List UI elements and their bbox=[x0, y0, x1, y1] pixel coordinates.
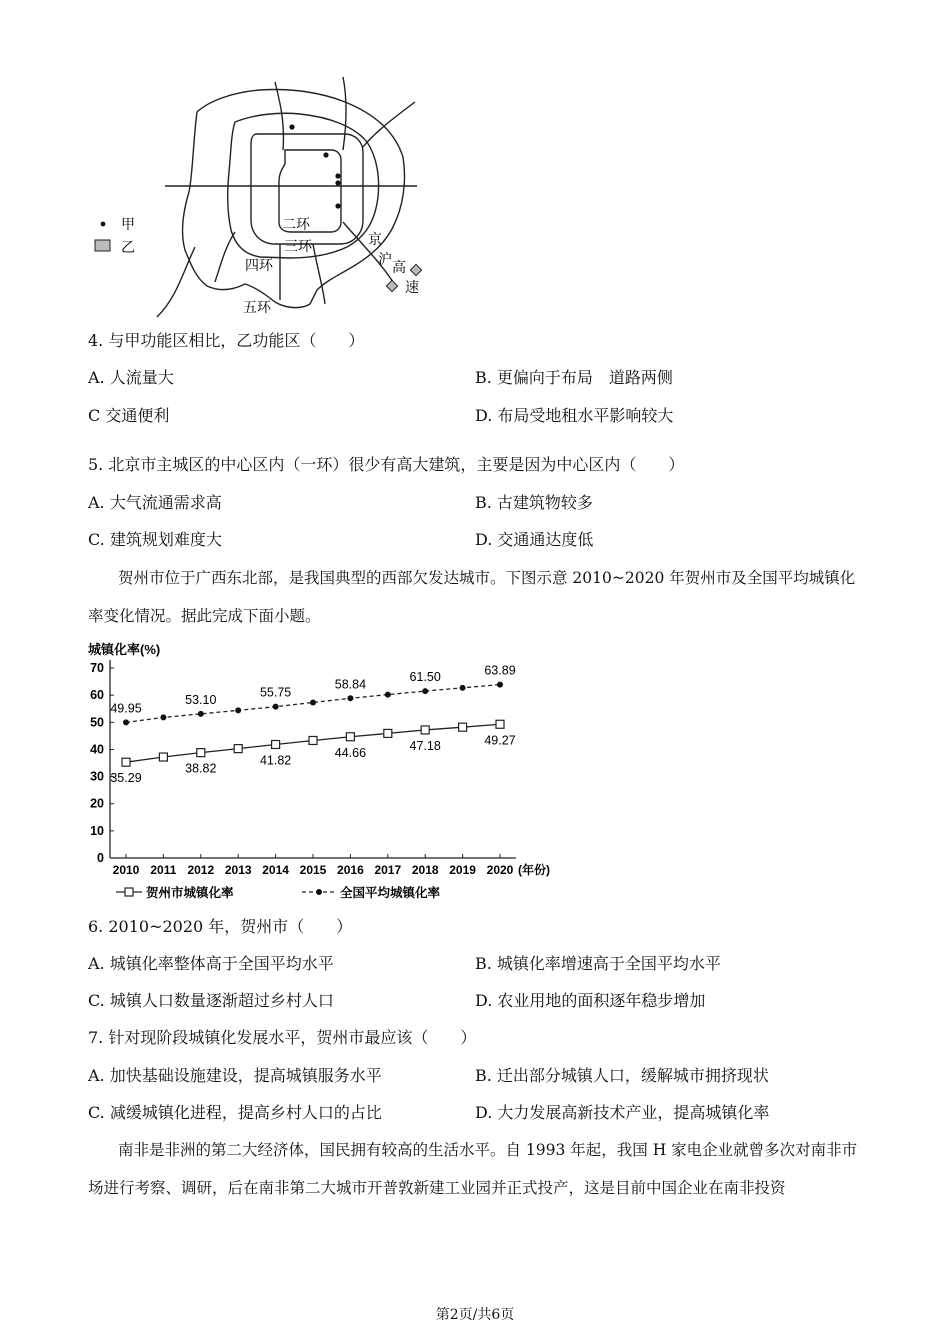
national-data-label: 55.75 bbox=[259, 685, 292, 700]
intro-paragraph-south-africa: 南非是非洲的第二大经济体，国民拥有较高的生活水平。自 1993 年起，我国 H 家电企业就曾多次对南非市场进行考察、调研，后在南非第二大城市开普敦新建工业园并正式投产，这是目前中国企业在南非投资 bbox=[88, 1141, 858, 1197]
national-data-label: 58.84 bbox=[334, 677, 367, 692]
jia-point bbox=[335, 180, 340, 185]
q6-option-b: B. 城镇化率增速高于全国平均水平 bbox=[475, 954, 721, 973]
y-tick-label: 20 bbox=[90, 796, 104, 811]
national-data-point bbox=[123, 719, 129, 725]
x-tick-label: 2010 bbox=[112, 863, 140, 877]
ring-2-label: 二环 bbox=[282, 216, 310, 232]
national-data-point bbox=[385, 692, 391, 698]
q7-option-b: B. 迁出部分城镇人口，缓解城市拥挤现状 bbox=[475, 1066, 769, 1085]
y-tick-label: 10 bbox=[90, 823, 104, 838]
hezhou-data-point bbox=[421, 726, 429, 734]
national-data-label: 61.50 bbox=[409, 670, 441, 685]
q5-option-a: A. 大气流通需求高 bbox=[88, 493, 222, 512]
legend-national-label: 全国平均城镇化率 bbox=[340, 886, 441, 900]
jia-point bbox=[335, 203, 340, 208]
q5-option-d: D. 交通通达度低 bbox=[475, 530, 594, 549]
radial-road bbox=[363, 102, 415, 147]
national-data-point bbox=[422, 688, 428, 694]
x-tick-label: 2011 bbox=[150, 863, 177, 877]
x-tick-label: 2020 bbox=[486, 863, 514, 877]
hezhou-data-label: 38.82 bbox=[185, 761, 217, 776]
national-data-point bbox=[310, 699, 316, 705]
x-tick-label: 2019 bbox=[449, 863, 476, 877]
q4-option-c: C 交通便利 bbox=[88, 406, 170, 425]
ring-4-label: 四环 bbox=[245, 257, 273, 273]
q7-option-c: C. 减缓城镇化进程，提高乡村人口的占比 bbox=[88, 1103, 382, 1122]
radial-road bbox=[343, 77, 346, 150]
yi-marker bbox=[410, 264, 421, 275]
x-tick-label: 2018 bbox=[411, 863, 439, 877]
hezhou-data-point bbox=[197, 749, 205, 757]
hezhou-data-point bbox=[122, 758, 130, 766]
q7-option-a: A. 加快基础设施建设，提高城镇服务水平 bbox=[88, 1066, 382, 1085]
x-tick-label: 2013 bbox=[224, 863, 252, 877]
q6-option-a: A. 城镇化率整体高于全国平均水平 bbox=[88, 954, 334, 973]
highway-label-2: 沪 bbox=[378, 251, 392, 267]
x-tick-label: 2016 bbox=[337, 863, 364, 877]
hezhou-data-point bbox=[496, 720, 504, 728]
question-5-stem: 5. 北京市主城区的中心区内（一环）很少有高大建筑，主要是因为中心区内（ ） bbox=[88, 455, 685, 474]
y-tick-label: 60 bbox=[90, 688, 104, 703]
question-4-stem: 4. 与甲功能区相比，乙功能区（ ） bbox=[88, 331, 365, 350]
national-data-label: 63.89 bbox=[484, 663, 516, 678]
highway-label-1: 京 bbox=[368, 231, 382, 247]
legend-box-icon bbox=[95, 240, 110, 251]
x-tick-label: 2012 bbox=[187, 863, 215, 877]
q4-option-d: D. 布局受地租水平影响较大 bbox=[475, 406, 674, 425]
q6-option-c: C. 城镇人口数量逐渐超过乡村人口 bbox=[88, 991, 334, 1010]
national-data-label: 49.95 bbox=[110, 701, 142, 716]
jia-point bbox=[335, 173, 340, 178]
highway-label-4: 速 bbox=[405, 279, 419, 295]
hezhou-data-point bbox=[234, 745, 242, 753]
hezhou-data-label: 47.18 bbox=[409, 738, 441, 753]
y-axis-title: 城镇化率(%) bbox=[88, 642, 161, 657]
x-tick-label: 2015 bbox=[299, 863, 327, 877]
national-data-point bbox=[497, 682, 503, 688]
q4-option-a: A. 人流量大 bbox=[88, 368, 174, 387]
radial-road bbox=[215, 232, 235, 282]
hezhou-data-label: 44.66 bbox=[334, 745, 367, 760]
national-data-label: 53.10 bbox=[185, 692, 217, 707]
national-data-point bbox=[460, 685, 466, 691]
radial-road bbox=[157, 247, 195, 317]
y-tick-label: 70 bbox=[90, 661, 104, 675]
hezhou-data-point bbox=[384, 729, 392, 737]
q5-option-c: C. 建筑规划难度大 bbox=[88, 530, 222, 549]
hezhou-data-label: 41.82 bbox=[259, 753, 292, 768]
hezhou-data-point bbox=[459, 723, 467, 731]
x-axis-title: (年份) bbox=[518, 863, 550, 877]
legend-a-label: 甲 bbox=[121, 216, 135, 232]
hezhou-data-point bbox=[272, 740, 280, 748]
page-footer: 第2页/共6页 bbox=[435, 1307, 515, 1323]
urbanization-line-chart bbox=[80, 636, 570, 910]
highway-label-3: 高 bbox=[392, 259, 406, 275]
ring-5-label: 五环 bbox=[243, 299, 271, 315]
hezhou-data-point bbox=[309, 736, 317, 744]
question-7-stem: 7. 针对现阶段城镇化发展水平，贺州市最应该（ ） bbox=[88, 1028, 477, 1047]
ring-5-road bbox=[182, 90, 404, 308]
question-6-stem: 6. 2010~2020 年，贺州市（ ） bbox=[88, 917, 353, 936]
jia-point bbox=[289, 124, 294, 129]
y-tick-label: 40 bbox=[90, 742, 104, 757]
x-tick-label: 2014 bbox=[262, 863, 289, 877]
hezhou-data-point bbox=[346, 733, 354, 741]
q4-option-b: B. 更偏向于布局 道路两侧 bbox=[475, 368, 673, 387]
q5-option-b: B. 古建筑物较多 bbox=[475, 493, 593, 512]
x-tick-label: 2017 bbox=[374, 863, 402, 877]
q7-option-d: D. 大力发展高新技术产业，提高城镇化率 bbox=[475, 1103, 770, 1122]
ring-3-label: 三环 bbox=[284, 238, 312, 254]
beijing-ring-road-map bbox=[85, 72, 425, 322]
legend-national-marker bbox=[316, 889, 322, 895]
q6-option-d: D. 农业用地的面积逐年稳步增加 bbox=[475, 991, 706, 1010]
hezhou-data-label: 35.29 bbox=[110, 771, 142, 786]
hezhou-data-label: 49.27 bbox=[484, 733, 516, 748]
yi-marker bbox=[386, 280, 397, 291]
legend-hezhou-marker bbox=[125, 888, 133, 896]
national-data-point bbox=[273, 704, 279, 710]
y-tick-label: 30 bbox=[90, 769, 104, 784]
hezhou-data-point bbox=[159, 753, 167, 761]
legend-dot-icon bbox=[101, 222, 106, 227]
legend-b-label: 乙 bbox=[121, 239, 135, 255]
y-tick-label: 0 bbox=[97, 851, 104, 865]
national-data-point bbox=[347, 695, 353, 701]
y-tick-label: 50 bbox=[90, 715, 104, 730]
national-data-point bbox=[198, 711, 204, 717]
intro-paragraph-hezhou: 贺州市位于广西东北部，是我国典型的西部欠发达城市。下图示意 2010~2020 年贺州市及全国平均城镇化率变化情况。据此完成下面小题。 bbox=[88, 569, 856, 625]
national-data-point bbox=[235, 707, 241, 713]
national-data-point bbox=[160, 714, 166, 720]
jia-point bbox=[323, 152, 328, 157]
legend-hezhou-label: 贺州市城镇化率 bbox=[146, 886, 234, 900]
radial-road bbox=[275, 82, 283, 150]
